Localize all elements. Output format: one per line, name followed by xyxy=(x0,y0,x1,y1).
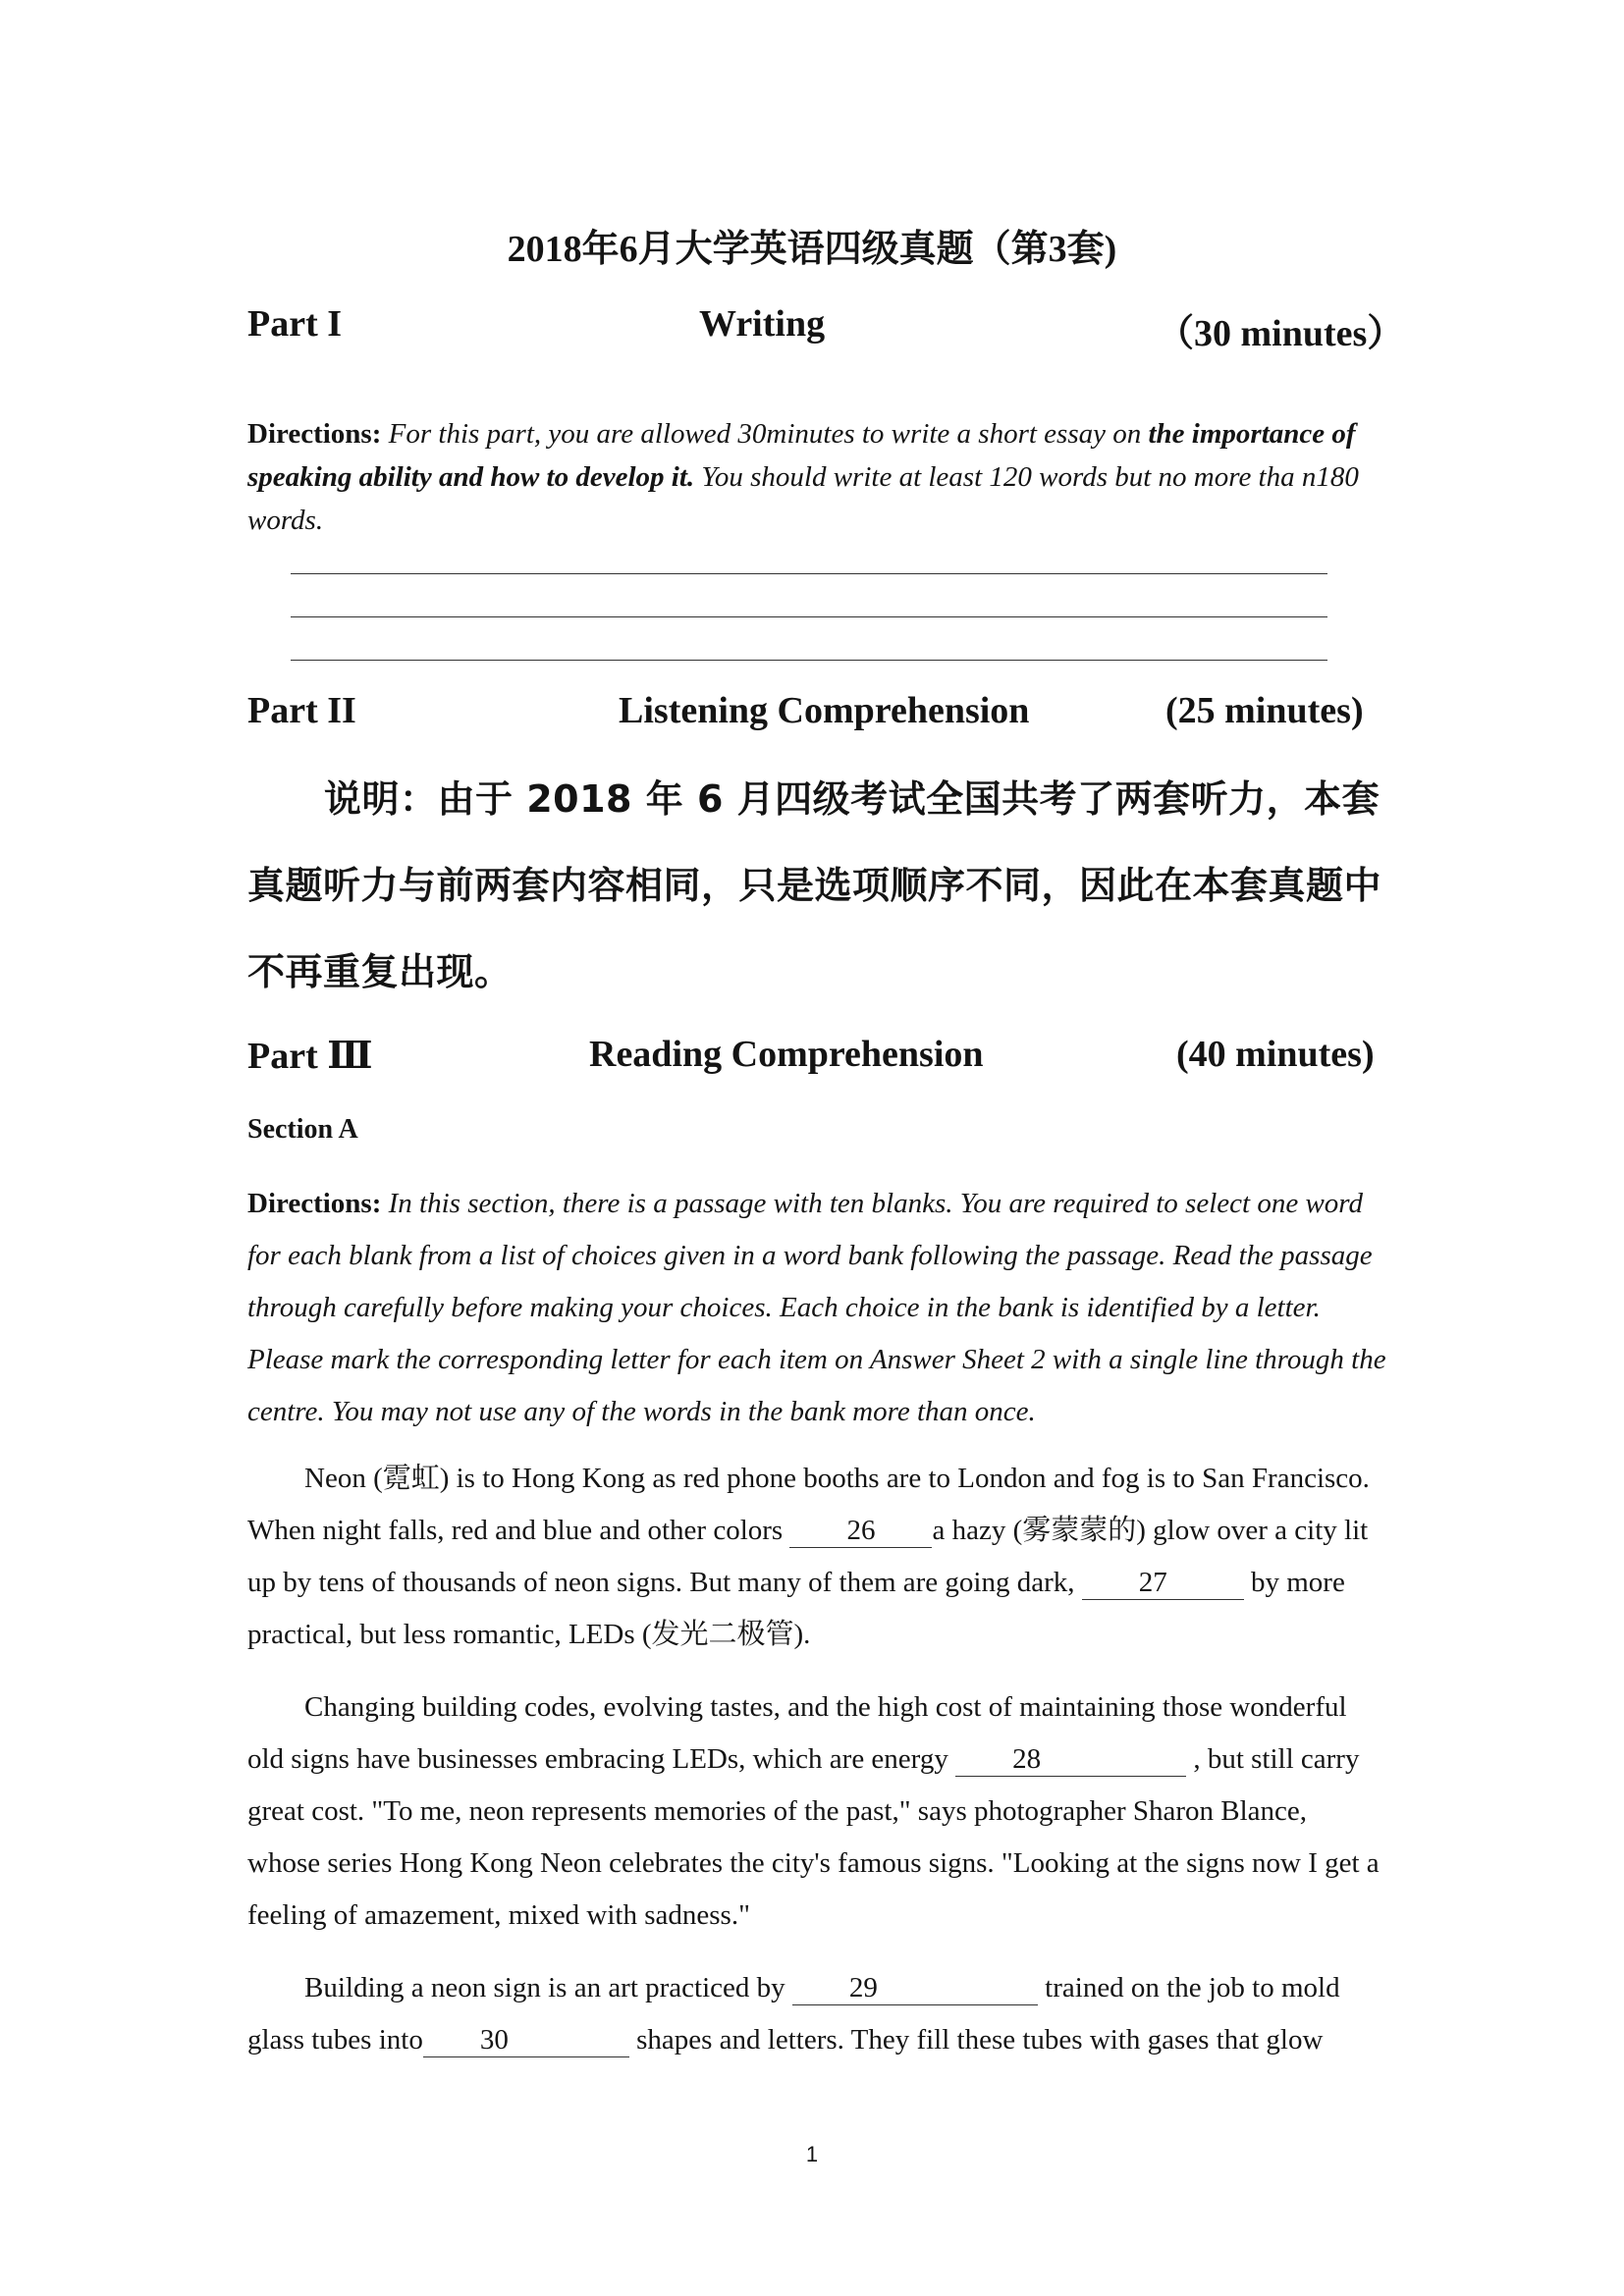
passage-text: , but still carry great cost. "To me, neon represents memories of the past," says photographer Sharon Blance, whose series Hong Kong Neon celebrates the city's famous signs. "Looking at the signs now I get a feeling of amazement, mixed with sadness." xyxy=(247,1743,1380,1931)
passage-paragraph-3 xyxy=(247,1962,1386,2066)
passage xyxy=(247,1453,1386,1661)
part3-time: (40 minutes) xyxy=(1176,1034,1375,1075)
blank-29[interactable]: 29 xyxy=(792,1971,1038,2005)
writing-directions xyxy=(247,412,1386,542)
passage-text: Neon (霓虹) is to Hong Kong as red phone booths are to London and fog is to San Francisco. When night falls, red and blue and other colors xyxy=(247,1463,1370,1546)
blank-26[interactable]: 26 xyxy=(789,1514,932,1548)
part1-label: Part I xyxy=(247,303,343,345)
blank-27[interactable]: 27 xyxy=(1082,1566,1244,1600)
passage-text: trained on the job to mold glass tubes into xyxy=(247,1972,1340,2056)
blank-30[interactable]: 30 xyxy=(423,2023,629,2057)
passage-text: Changing building codes, evolving tastes, and the high cost of maintaining those wonderful old signs have businesses embracing LEDs, which are energy xyxy=(247,1691,1347,1775)
section-a-heading: Section A xyxy=(247,1114,358,1145)
directions-text: For this part, you are allowed 30minutes to write a short essay on xyxy=(381,418,1149,450)
answer-line xyxy=(291,573,1327,574)
part3-name: Reading Comprehension xyxy=(589,1034,984,1075)
blank-28[interactable]: 28 xyxy=(955,1742,1186,1777)
answer-line xyxy=(291,660,1327,661)
passage-text: Building a neon sign is an art practiced by xyxy=(304,1972,792,2003)
passage xyxy=(247,1962,1386,2066)
directions-text: In this section, there is a passage with ten blanks. You are required to select one word for each blank from a list of choices given in a word bank following the passage. Read the passage through carefully before making your choices. Each choice in the bank is identified by a letter. Please mark the corresponding letter for each item on Answer Sheet 2 with a single line through the centre. You may not use any of the words in the bank more than once. xyxy=(247,1188,1386,1427)
reading-directions xyxy=(247,1178,1386,1438)
passage-text: a hazy (雾蒙蒙的) glow over a city lit up by tens of thousands of neon signs. But many of them are going dark, xyxy=(247,1515,1369,1598)
passage xyxy=(247,1682,1386,1942)
listening-note: 说明：由于 2018 年 6 月四级考试全国共考了两套听力，本套真题听力与前两套内容相同，只是选项顺序不同，因此在本套真题中不再重复出现。 xyxy=(247,777,1382,993)
directions-text: You should write at least 120 words but no more tha n180 words. xyxy=(247,461,1359,536)
directions-label: Directions: xyxy=(247,1188,382,1219)
passage-paragraph-1 xyxy=(247,1453,1386,1661)
part3-label: Part Ⅲ xyxy=(247,1036,373,1077)
part1-time: （30 minutes） xyxy=(1157,313,1405,354)
page-number: 1 xyxy=(805,2142,819,2166)
answer-line xyxy=(291,616,1327,617)
passage-text: shapes and letters. They fill these tubes with gases that glow xyxy=(628,2024,1324,2056)
page-title: 2018年6月大学英语四级真题（第3套) xyxy=(507,229,1117,270)
part1-name: Writing xyxy=(699,303,826,345)
part2-label: Part II xyxy=(247,690,356,731)
essay-topic: the importance of speaking ability and how to develop it. xyxy=(247,418,1356,493)
directions-label: Directions: xyxy=(247,418,382,450)
passage-text: by more practical, but less romantic, LEDs (发光二极管). xyxy=(247,1567,1345,1650)
part2-name: Listening Comprehension xyxy=(619,690,1030,731)
part2-time: (25 minutes) xyxy=(1165,690,1364,731)
passage-paragraph-2 xyxy=(247,1682,1386,1942)
